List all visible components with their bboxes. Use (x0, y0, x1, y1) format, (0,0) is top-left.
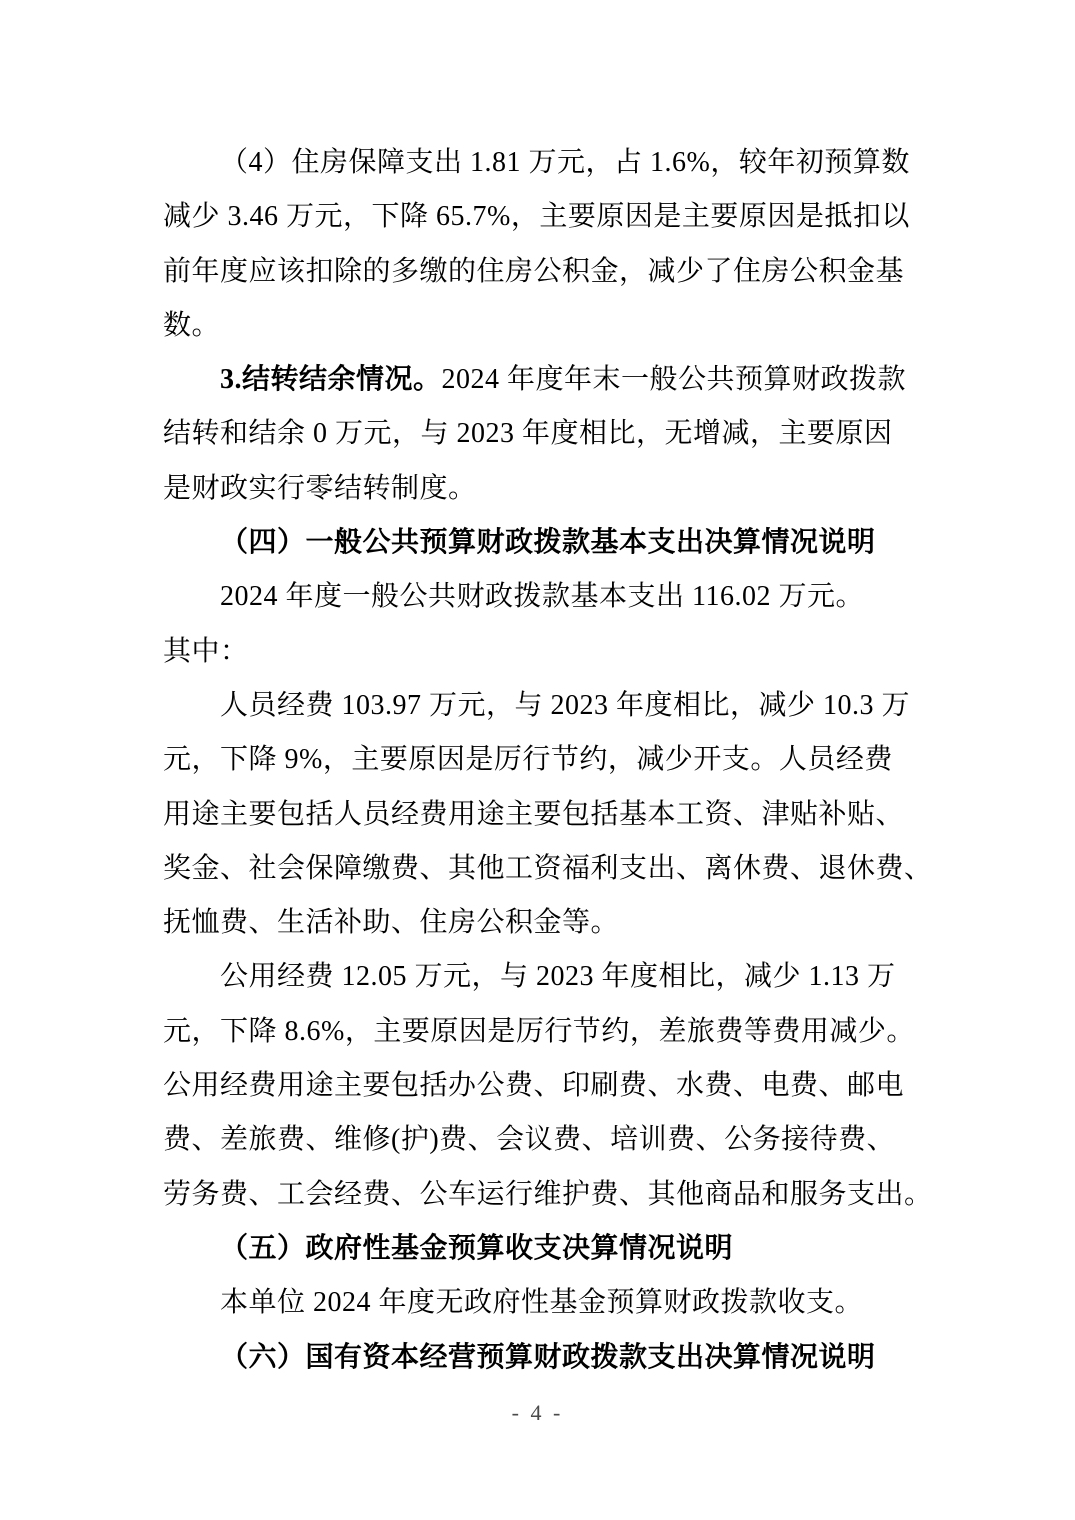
text-segment: 本单位 2024 年度无政府性基金预算财政拨款收支。 (220, 1287, 864, 1319)
bold-text-segment: （六）国有资本经营预算财政拨款支出决算情况说明 (220, 1341, 876, 1373)
text-segment: （4）住房保障支出 1.81 万元，占 1.6%，较年初预算数 (220, 147, 910, 178)
text-line (163, 1276, 905, 1330)
text-line (163, 516, 905, 570)
text-line (163, 1331, 905, 1385)
text-line (163, 1222, 905, 1276)
text-line (163, 462, 905, 516)
text-line (163, 896, 905, 950)
text-segment: 费、差旅费、维修(护)费、会议费、培训费、公务接待费、 (163, 1124, 896, 1156)
text-line (163, 245, 905, 299)
text-line (163, 299, 905, 353)
text-segment: 公用经费 12.05 万元，与 2023 年度相比，减少 1.13 万 (220, 961, 896, 993)
text-segment: 抚恤费、生活补助、住房公积金等。 (163, 907, 620, 939)
page-number: - 4 - (511, 1400, 564, 1425)
text-segment: 奖金、社会保障缴费、其他工资福利支出、离休费、退休费、 (163, 852, 933, 884)
bold-text-segment: （四）一般公共预算财政拨款基本支出决算情况说明 (220, 527, 876, 559)
text-segment: 元，下降 8.6%，主要原因是厉行节约，差旅费等费用减少。 (163, 1015, 915, 1047)
text-line (163, 1059, 905, 1113)
text-segment: 是财政实行零结转制度。 (163, 472, 477, 504)
bold-text-segment: 3.结转结余情况。 (220, 364, 442, 396)
text-line (163, 1168, 933, 1222)
text-segment: 人员经费 103.97 万元，与 2023 年度相比，减少 10.3 万 (220, 689, 911, 721)
text-segment: 减少 3.46 万元，下降 65.7%，主要原因是主要原因是抵扣以 (163, 201, 910, 233)
text-segment: 劳务费、工会经费、公车运行维护费、其他商品和服务支出。 (163, 1178, 933, 1210)
text-line (163, 679, 911, 733)
document-body (163, 136, 933, 1385)
text-segment: 2024 年度年末一般公共预算财政拨款 (441, 364, 907, 396)
text-segment: 前年度应该扣除的多缴的住房公积金，减少了住房公积金基 (163, 255, 905, 287)
text-line (163, 1113, 905, 1167)
text-segment: 用途主要包括人员经费用途主要包括基本工资、津贴补贴、 (163, 798, 905, 830)
text-segment: 数。 (163, 309, 221, 341)
text-line (163, 190, 910, 244)
text-segment: 元，下降 9%，主要原因是厉行节约，减少开支。人员经费 (163, 744, 893, 776)
text-line (163, 625, 905, 679)
text-segment: 2024 年度一般公共财政拨款基本支出 116.02 万元。 (220, 581, 864, 613)
text-line (163, 570, 905, 624)
text-segment: 结转和结余 0 万元，与 2023 年度相比，无增减，主要原因 (163, 418, 893, 450)
text-line (163, 407, 905, 461)
text-line (163, 1005, 915, 1059)
text-segment: 公用经费用途主要包括办公费、印刷费、水费、电费、邮电 (163, 1070, 905, 1102)
text-line (163, 950, 905, 1004)
text-segment: 其中： (163, 635, 249, 667)
bold-text-segment: （五）政府性基金预算收支决算情况说明 (220, 1232, 734, 1264)
text-line (163, 842, 933, 896)
text-line (163, 353, 905, 407)
text-line (163, 788, 905, 842)
text-line (163, 733, 905, 787)
text-line (163, 136, 910, 190)
